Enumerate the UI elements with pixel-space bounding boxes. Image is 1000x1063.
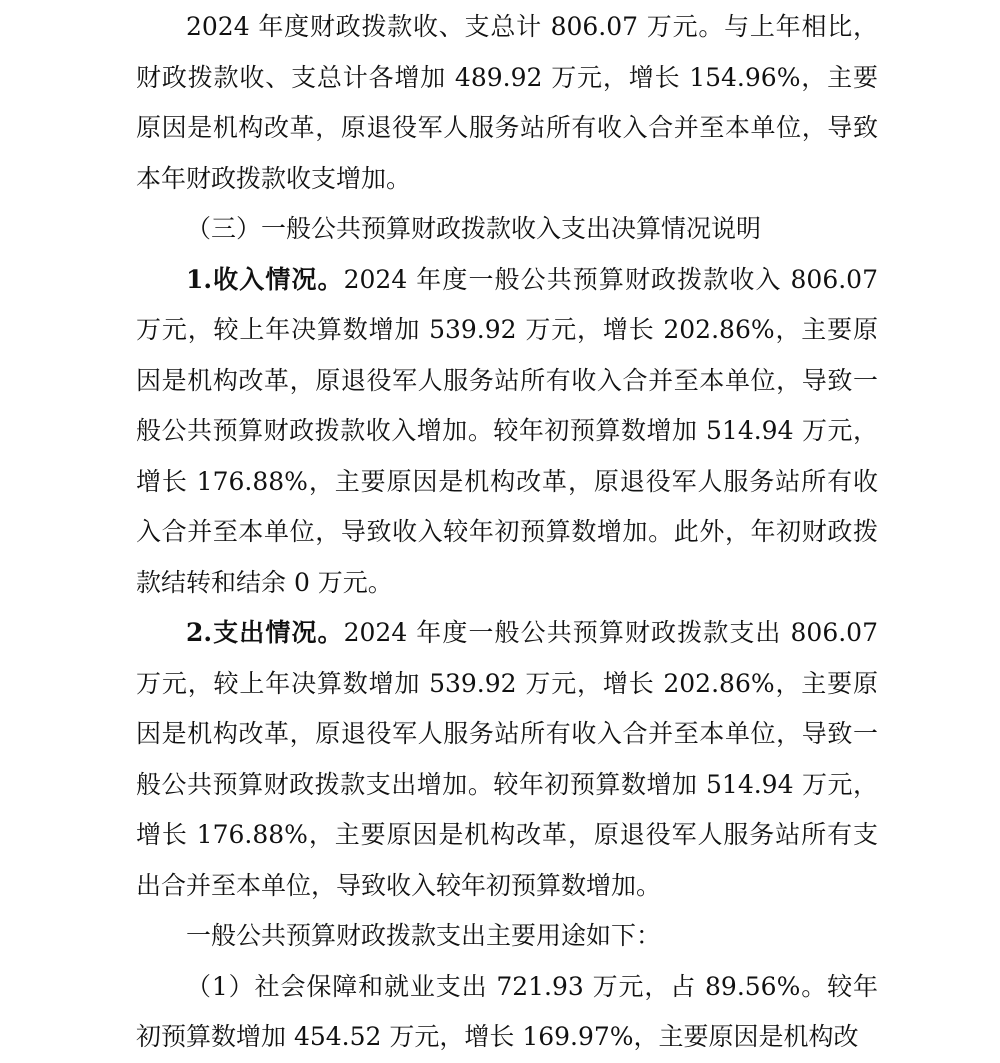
income-text: 2024 年度一般公共预算财政拨款收入 806.07 万元，较上年决算数增加 539.92 万元，增长 202.86%，主要原因是机构改革，原退役军人服务站所有收入合并至本单位，导致一般公共预算财政拨款收入增加。较年初预算数增加 514.94 万元，增长 176.88%，主要原因是机构改革，原退役军人服务站所有收入合并至本单位，导致收入较年初预算数增加。此外，年初财政拨款结转和结余 0 万元。 <box>136 264 878 597</box>
paragraph-total-appropriation: 2024 年度财政拨款收、支总计 806.07 万元。与上年相比，财政拨款收、支总计各增加 489.92 万元，增长 154.96%，主要原因是机构改革，原退役军人服务站所有收入合并至本单位，导致本年财政拨款收支增加。 <box>136 12 878 193</box>
expense-label: 2.支出情况。 <box>186 618 344 647</box>
document-page <box>136 2 878 1063</box>
paragraph-item-social-security: （1）社会保障和就业支出 721.93 万元，占 89.56%。较年初预算数增加 454.52 万元，增长 169.97%，主要原因是机构改 <box>136 971 878 1051</box>
paragraph-income <box>136 255 878 609</box>
income-label: 1.收入情况。 <box>186 264 344 294</box>
paragraph-uses-intro: 一般公共预算财政拨款支出主要用途如下： <box>186 921 662 950</box>
section-heading-general-budget: （三）一般公共预算财政拨款收入支出决算情况说明 <box>186 214 762 243</box>
expense-text: 2024 年度一般公共预算财政拨款支出 806.07 万元，较上年决算数增加 539.92 万元，增长 202.86%，主要原因是机构改革，原退役军人服务站所有收入合并至本单位，导致一般公共预算财政拨款支出增加。较年初预算数增加 514.94 万元，增长 176.88%，主要原因是机构改革，原退役军人服务站所有支出合并至本单位，导致收入较年初预算数增加。 <box>136 618 878 900</box>
paragraph-expense <box>136 608 878 911</box>
